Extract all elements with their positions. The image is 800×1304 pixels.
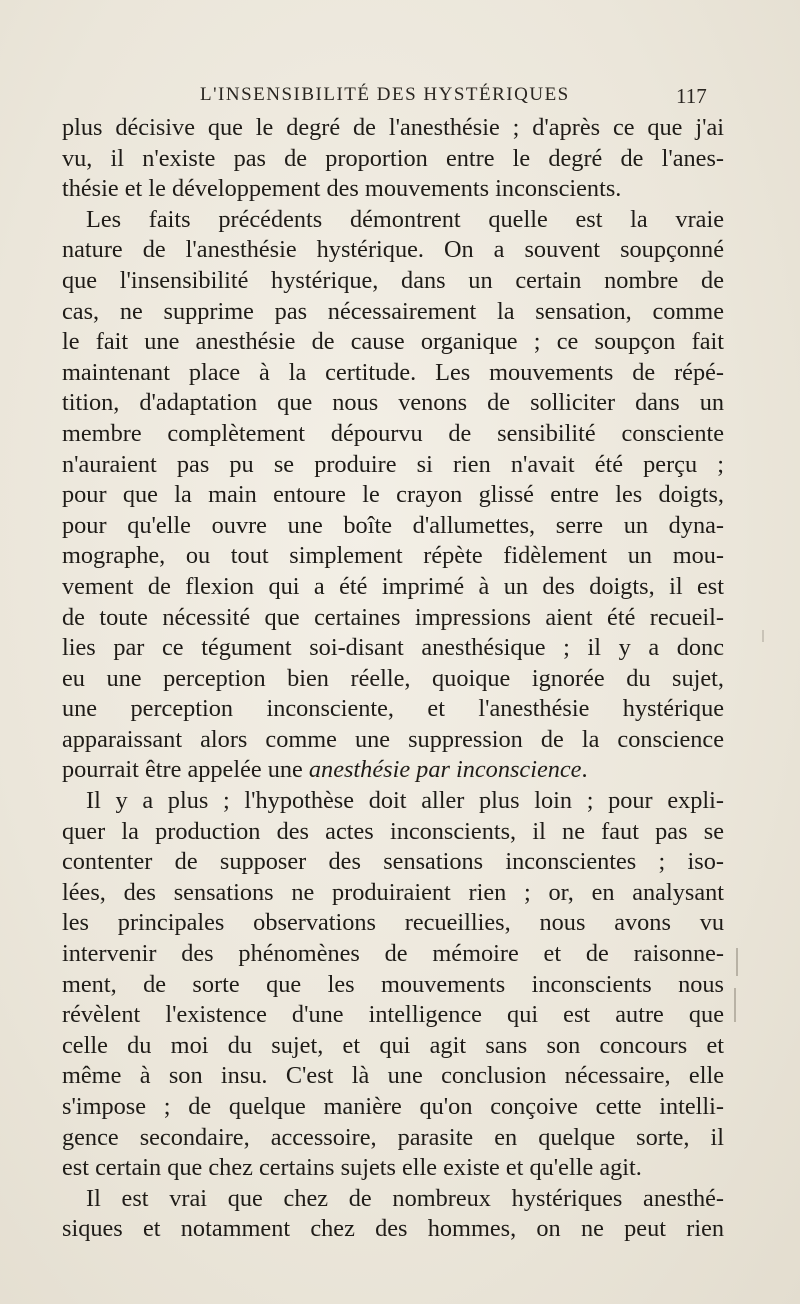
text-line: gence secondaire, accessoire, parasite en quelque sorte, il — [62, 1123, 724, 1151]
text-line-with-emphasis — [62, 755, 724, 786]
text-line: tition, d'adaptation que nous venons de solliciter dans un — [62, 389, 724, 417]
text-line: intervenir des phénomènes de mémoire et de raisonne- — [62, 940, 724, 968]
text-line: contenter de supposer des sensations inconscientes ; iso- — [62, 848, 724, 876]
text-line: n'auraient pas pu se produire si rien n'avait été perçu ; — [62, 450, 724, 478]
text-line: vement de flexion qui a été imprimé à un des doigts, il est — [62, 572, 724, 600]
text-line: apparaissant alors comme une suppression de la conscience — [62, 725, 724, 753]
text-line: de toute nécessité que certaines impressions aient été recueil- — [62, 603, 724, 631]
text-line: ment, de sorte que les mouvements inconscients nous — [62, 970, 724, 998]
text-line: maintenant place à la certitude. Les mouvements de répé- — [62, 358, 724, 386]
text-line: le fait une anesthésie de cause organique ; ce soupçon fait — [62, 328, 724, 356]
text-line: quer la production des actes inconscients, il ne faut pas se — [62, 817, 724, 845]
text-line: eu une perception bien réelle, quoique ignorée du sujet, — [62, 664, 724, 692]
text-line: Il y a plus ; l'hypothèse doit aller plus loin ; pour expli- — [86, 787, 724, 815]
text-run: pourrait être appelée une — [62, 756, 303, 784]
text-line: thésie et le développement des mouvements inconscients. — [62, 175, 622, 203]
text-line: nature de l'anesthésie hystérique. On a souvent soupçonné — [62, 236, 724, 264]
text-line: mographe, ou tout simplement répète fidèlement un mou- — [62, 542, 724, 570]
text-line: révèlent l'existence d'une intelligence qui est autre que — [62, 1001, 724, 1029]
page-number: 117 — [676, 84, 707, 108]
margin-mark — [736, 948, 738, 976]
text-line: que l'insensibilité hystérique, dans un certain nombre de — [62, 266, 724, 294]
text-line: celle du moi du sujet, et qui agit sans son concours et — [62, 1031, 724, 1059]
text-line: Il est vrai que chez de nombreux hystériques anesthé- — [86, 1184, 724, 1212]
margin-mark — [734, 988, 736, 1022]
text-line: vu, il n'existe pas de proportion entre le degré de l'anes- — [62, 144, 724, 172]
text-line: pour que la main entoure le crayon glissé entre les doigts, — [62, 481, 724, 509]
period: . — [581, 756, 588, 784]
text-line: une perception inconsciente, et l'anesthésie hystérique — [62, 695, 724, 723]
text-line: siques et notamment chez des hommes, on ne peut rien — [62, 1215, 724, 1243]
emphasis-phrase: anesthésie par inconscience — [308, 756, 582, 784]
text-line: même à son insu. C'est là une conclusion nécessaire, elle — [62, 1062, 724, 1090]
text-line: cas, ne supprime pas nécessairement la sensation, comme — [62, 297, 724, 325]
text-line: lies par ce tégument soi-disant anesthésique ; il y a donc — [62, 634, 724, 662]
text-line: pour qu'elle ouvre une boîte d'allumettes, serre un dyna- — [62, 511, 724, 539]
text-line: Les faits précédents démontrent quelle est la vraie — [86, 205, 724, 233]
text-line: lées, des sensations ne produiraient rien ; or, en analysant — [62, 878, 724, 906]
text-line: s'impose ; de quelque manière qu'on conçoive cette intelli- — [62, 1093, 724, 1120]
running-title: L'INSENSIBILITÉ DES HYSTÉRIQUES — [200, 84, 570, 105]
margin-mark — [762, 630, 764, 642]
text-line: membre complètement dépourvu de sensibilité consciente — [62, 419, 724, 447]
text-line: est certain que chez certains sujets elle existe et qu'elle agit. — [62, 1154, 642, 1182]
body-text — [62, 113, 724, 1245]
text-line: les principales observations recueillies, nous avons vu — [62, 909, 724, 937]
text-line: plus décisive que le degré de l'anesthésie ; d'après ce que j'ai — [62, 114, 724, 141]
